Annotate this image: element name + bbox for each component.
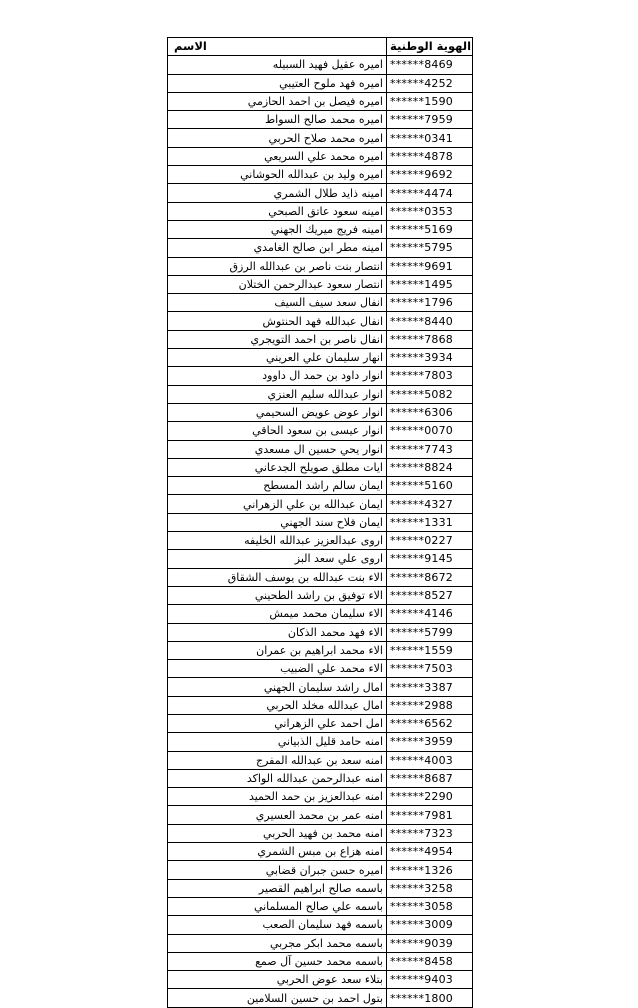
table-row: [168, 861, 473, 879]
name-cell: ايات مطلق صويلح الجدعاني: [168, 458, 387, 476]
table-row: [168, 513, 473, 531]
national-id-cell: ******9403: [387, 971, 473, 989]
name-cell: بتلاء سعد عوض الحربي: [168, 971, 387, 989]
table-header-row: [168, 38, 473, 56]
national-id-cell: ******9145: [387, 550, 473, 568]
national-id-cell: ******9039: [387, 934, 473, 952]
name-cell: امينه مطر ابن صالح الغامدي: [168, 239, 387, 257]
table-row: [168, 586, 473, 604]
name-cell: اميره محمد صالح السواط: [168, 111, 387, 129]
table-row: [168, 623, 473, 641]
national-id-cell: ******0341: [387, 129, 473, 147]
table-row: [168, 129, 473, 147]
table-row: [168, 696, 473, 714]
name-cell: امينه سعود عاتق الصبحي: [168, 202, 387, 220]
name-cell: بتول احمد بن حسين السلامين: [168, 989, 387, 1007]
national-id-cell: ******3058: [387, 897, 473, 915]
table-row: [168, 550, 473, 568]
name-cell: باسمه محمد حسين آل صمع: [168, 952, 387, 970]
name-cell: امنه محمد بن فهيد الحربي: [168, 824, 387, 842]
name-cell: اميره وليد بن عبدالله الحوشاني: [168, 166, 387, 184]
table-row: [168, 440, 473, 458]
table-row: [168, 495, 473, 513]
national-id-cell: ******9691: [387, 257, 473, 275]
national-id-cell: ******7959: [387, 111, 473, 129]
national-id-cell: ******2290: [387, 788, 473, 806]
national-id-cell: ******4474: [387, 184, 473, 202]
table-row: [168, 477, 473, 495]
national-id-cell: ******1331: [387, 513, 473, 531]
table-row: [168, 458, 473, 476]
table-row: [168, 879, 473, 897]
table-row: [168, 605, 473, 623]
national-id-cell: ******4003: [387, 751, 473, 769]
name-cell: انفال عبدالله فهد الحنتوش: [168, 312, 387, 330]
name-cell: انوار عبدالله سليم العنزي: [168, 385, 387, 403]
national-id-cell: ******8527: [387, 586, 473, 604]
name-cell: امال عبدالله مخلد الحربي: [168, 696, 387, 714]
table-row: [168, 56, 473, 74]
name-cell: امينه ذايد طلال الشمري: [168, 184, 387, 202]
table-row: [168, 532, 473, 550]
name-cell: امينه فريج ميريك الجهني: [168, 220, 387, 238]
name-cell: ايمان عبدالله بن علي الزهراني: [168, 495, 387, 513]
table-row: [168, 92, 473, 110]
national-id-cell: ******7743: [387, 440, 473, 458]
national-id-cell: ******8687: [387, 769, 473, 787]
national-id-cell: ******6306: [387, 403, 473, 421]
table-row: [168, 422, 473, 440]
national-id-cell: ******2988: [387, 696, 473, 714]
name-cell: اميره محمد علي السريعي: [168, 147, 387, 165]
name-cell: امنه عبدالعزيز بن حمد الحميد: [168, 788, 387, 806]
national-id-cell: ******7803: [387, 367, 473, 385]
name-cell: انفال ناصر بن احمد التويجري: [168, 330, 387, 348]
name-cell: اميره حسن جبران قضابي: [168, 861, 387, 879]
name-cell: امنه حامد قليل الذبياني: [168, 733, 387, 751]
name-cell: باسمه صالح ابراهيم القصير: [168, 879, 387, 897]
name-cell: انتصار بنت ناصر بن عبدالله الرزق: [168, 257, 387, 275]
national-id-cell: ******4146: [387, 605, 473, 623]
name-cell: اميره فيصل بن احمد الحازمي: [168, 92, 387, 110]
national-id-cell: ******8469: [387, 56, 473, 74]
table-row: [168, 294, 473, 312]
name-cell: امنه سعد بن عبدالله المفرج: [168, 751, 387, 769]
national-id-cell: ******8824: [387, 458, 473, 476]
national-id-cell: ******5799: [387, 623, 473, 641]
table-row: [168, 166, 473, 184]
name-cell: اميره محمد صلاح الحربي: [168, 129, 387, 147]
national-id-cell: ******3934: [387, 349, 473, 367]
name-cell: الاء فهد محمد الذكان: [168, 623, 387, 641]
national-id-cell: ******5169: [387, 220, 473, 238]
table-row: [168, 824, 473, 842]
name-cell: ايمان فلاح سند الجهني: [168, 513, 387, 531]
table-row: [168, 806, 473, 824]
table-row: [168, 147, 473, 165]
table-row: [168, 74, 473, 92]
name-cell: انوار داود بن حمد ال داوود: [168, 367, 387, 385]
name-cell: باسمه فهد سليمان الصعب: [168, 916, 387, 934]
table-row: [168, 843, 473, 861]
national-id-cell: ******5160: [387, 477, 473, 495]
table-row: [168, 788, 473, 806]
national-id-cell: ******5082: [387, 385, 473, 403]
table-row: [168, 403, 473, 421]
table-row: [168, 660, 473, 678]
national-id-cell: ******1800: [387, 989, 473, 1007]
national-id-cell: ******4878: [387, 147, 473, 165]
table-row: [168, 897, 473, 915]
national-id-cell: ******4954: [387, 843, 473, 861]
name-cell: امنه عبدالرحمن عبدالله الواكد: [168, 769, 387, 787]
national-id-cell: ******7503: [387, 660, 473, 678]
header-national-id: الهوية الوطنية: [387, 38, 473, 56]
national-id-cell: ******0070: [387, 422, 473, 440]
national-id-cell: ******6562: [387, 714, 473, 732]
national-id-cell: ******1559: [387, 641, 473, 659]
name-cell: امال راشد سليمان الجهني: [168, 678, 387, 696]
table-row: [168, 367, 473, 385]
name-cell: امنه هزاع بن مبس الشمري: [168, 843, 387, 861]
name-cell: اميره عقيل فهيد السبيله: [168, 56, 387, 74]
name-cell: باسمه محمد ابكر مجربي: [168, 934, 387, 952]
national-id-cell: ******5795: [387, 239, 473, 257]
national-id-cell: ******1495: [387, 275, 473, 293]
table-row: [168, 678, 473, 696]
table-row: [168, 220, 473, 238]
table-row: [168, 239, 473, 257]
table-row: [168, 952, 473, 970]
table-row: [168, 641, 473, 659]
name-cell: انوار عوض عويض السحيمي: [168, 403, 387, 421]
national-id-cell: ******1590: [387, 92, 473, 110]
national-id-cell: ******7981: [387, 806, 473, 824]
table-row: [168, 751, 473, 769]
national-id-cell: ******7868: [387, 330, 473, 348]
national-id-cell: ******8458: [387, 952, 473, 970]
table-row: [168, 385, 473, 403]
national-id-cell: ******4252: [387, 74, 473, 92]
national-id-cell: ******3387: [387, 678, 473, 696]
national-id-cell: ******8440: [387, 312, 473, 330]
table-row: [168, 312, 473, 330]
name-cell: الاء توفيق بن راشد الطحيني: [168, 586, 387, 604]
national-id-cell: ******7323: [387, 824, 473, 842]
national-id-cell: ******1326: [387, 861, 473, 879]
table-row: [168, 971, 473, 989]
name-cell: الاء بنت عبدالله بن يوسف الشقاق: [168, 568, 387, 586]
table-row: [168, 733, 473, 751]
table-row: [168, 934, 473, 952]
name-cell: انهار سليمان علي العريني: [168, 349, 387, 367]
name-cell: اميره فهد ملوح العتيبي: [168, 74, 387, 92]
name-cell: الاء محمد علي الضبيب: [168, 660, 387, 678]
national-id-cell: ******4327: [387, 495, 473, 513]
table-row: [168, 257, 473, 275]
table-row: [168, 989, 473, 1007]
national-id-cell: ******9692: [387, 166, 473, 184]
name-cell: انوار عيسى بن سعود الحاقي: [168, 422, 387, 440]
national-id-cell: ******8672: [387, 568, 473, 586]
national-id-cell: ******0227: [387, 532, 473, 550]
name-cell: الاء سليمان محمد ميمش: [168, 605, 387, 623]
name-cell: انفال سعد سيف السيف: [168, 294, 387, 312]
name-cell: اروى علي سعد البز: [168, 550, 387, 568]
national-id-cell: ******0353: [387, 202, 473, 220]
national-id-table: [167, 37, 473, 1008]
table-row: [168, 184, 473, 202]
national-id-cell: ******1796: [387, 294, 473, 312]
table-row: [168, 568, 473, 586]
name-cell: باسمه علي صالح المسلماني: [168, 897, 387, 915]
table-row: [168, 111, 473, 129]
name-cell: امنه عمر بن محمد العسيري: [168, 806, 387, 824]
table-row: [168, 275, 473, 293]
table-row: [168, 349, 473, 367]
national-id-cell: ******3959: [387, 733, 473, 751]
national-id-cell: ******3009: [387, 916, 473, 934]
table-row: [168, 769, 473, 787]
name-cell: انوار يحي حسين ال مسعدي: [168, 440, 387, 458]
national-id-cell: ******3258: [387, 879, 473, 897]
name-cell: الاء محمد ابراهيم بن عمران: [168, 641, 387, 659]
name-cell: اروى عبدالعزيز عبدالله الخليفه: [168, 532, 387, 550]
name-cell: امل احمد علي الزهراني: [168, 714, 387, 732]
table-row: [168, 916, 473, 934]
table-row: [168, 714, 473, 732]
table-row: [168, 330, 473, 348]
header-name: الاسم: [168, 38, 387, 56]
name-cell: ايمان سالم راشد المسطح: [168, 477, 387, 495]
name-cell: انتصار سعود عبدالرحمن الختلان: [168, 275, 387, 293]
table-row: [168, 202, 473, 220]
